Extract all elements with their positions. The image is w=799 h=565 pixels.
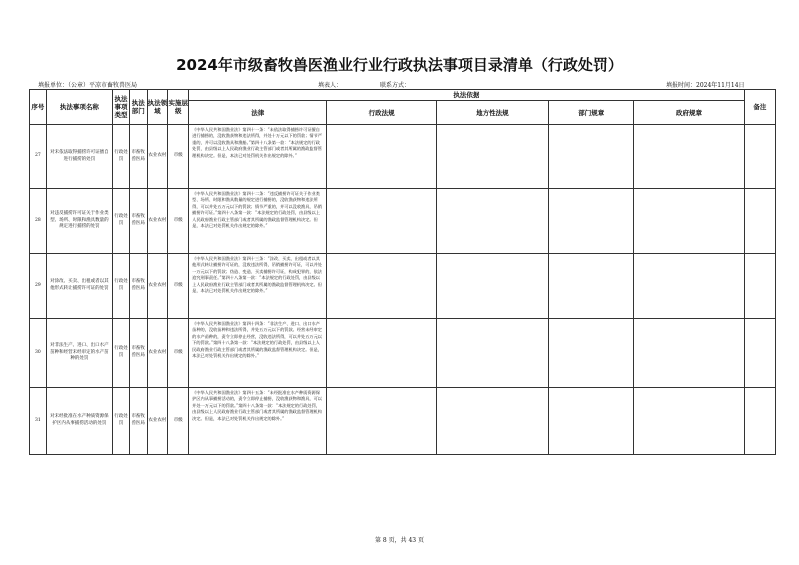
header-local-reg: 地方性法规 xyxy=(436,101,548,125)
row-law: 《中华人民共和国渔业法》第四十四条：“非法生产、进口、出口水产苗种的，没收苗种和违法所得，并处五万元以下的罚款。经营未经审定的水产苗种的，责令立即停止经营，没收违法所得，可以并处五万元以下的罚款。”第四十八条第一款：“本法规定的行政处罚，由县级以上人民政府渔业行政主管部门或者其所属的渔政监督管理机构决定。但是，本法已对处罚机关作出规定的除外。” xyxy=(189,319,327,388)
row-level: 市级 xyxy=(168,319,189,388)
header-admin-reg: 行政法规 xyxy=(327,101,436,125)
row-admin-reg xyxy=(327,388,436,455)
row-name: 对违反捕捞许可证关于作业类型、场所、时限和渔具数量的规定进行捕捞的处罚 xyxy=(46,189,113,254)
row-field: 农业农村 xyxy=(147,189,168,254)
header-gov-rule: 政府规章 xyxy=(634,101,744,125)
row-dept-rule xyxy=(549,125,634,189)
row-gov-rule xyxy=(634,189,744,254)
row-local-reg xyxy=(436,125,548,189)
row-local-reg xyxy=(436,189,548,254)
header-law: 法律 xyxy=(189,101,327,125)
row-dept-rule xyxy=(549,319,634,388)
header-dept-rule: 部门规章 xyxy=(549,101,634,125)
page-footer: 第 8 页，共 43 页 xyxy=(374,537,425,544)
row-law: 《中华人民共和国渔业法》第四十二条：“违反捕捞许可证关于作业类型、场所、时限和渔具数量的规定进行捕捞的，没收渔获物和违法所得，可以并处五万元以下的罚款；情节严重的，并可以没收渔具，吊销捕捞许可证。”第四十八条第一款：“本法规定的行政处罚，由县级以上人民政府渔业行政主管部门或者其所属的渔政监督管理机构决定。但是，本法已对处罚机关作出规定的除外。” xyxy=(189,189,327,254)
row-level: 市级 xyxy=(168,189,189,254)
row-gov-rule xyxy=(634,254,744,319)
page-title: 2024年市级畜牧兽医渔业行业行政执法事项目录清单（行政处罚） xyxy=(176,56,623,74)
header-field: 执法领域 xyxy=(147,90,168,125)
row-remark xyxy=(744,189,775,254)
row-dept-rule xyxy=(549,189,634,254)
row-gov-rule xyxy=(634,125,744,189)
row-remark xyxy=(744,388,775,455)
row-type: 行政处罚 xyxy=(113,388,130,455)
meta-filler: 填表人： xyxy=(318,82,343,89)
row-name: 对未经批准在水产种质资源保护区内从事捕捞活动的处罚 xyxy=(46,388,113,455)
row-seq: 30 xyxy=(30,319,47,388)
row-local-reg xyxy=(436,319,548,388)
row-law: 《中华人民共和国渔业法》第四十五条：“未经批准在水产种质资源保护区内从事捕捞活动的，责令立即停止捕捞，没收渔获物和渔具，可以并处一万元以下的罚款。”第四十八条第一款：“本法规定的行政处罚，由县级以上人民政府渔业行政主管部门或者其所属的渔政监督管理机构决定。但是，本法已对处罚机关作出规定的除外。” xyxy=(189,388,327,455)
row-dept-rule xyxy=(549,254,634,319)
table-row xyxy=(30,254,776,319)
meta-contact: 联系方式： xyxy=(380,82,411,89)
row-level: 市级 xyxy=(168,254,189,319)
row-dept: 市畜牧兽医局 xyxy=(129,125,147,189)
header-level: 实施层级 xyxy=(168,90,189,125)
row-type: 行政处罚 xyxy=(113,125,130,189)
header-seq: 序号 xyxy=(30,90,47,125)
row-level: 市级 xyxy=(168,388,189,455)
meta-unit: 填报单位：（公章）平凉市畜牧兽医局 xyxy=(38,82,138,89)
table-row xyxy=(30,319,776,388)
row-remark xyxy=(744,254,775,319)
header-name: 执法事项名称 xyxy=(46,90,113,125)
row-law: 《中华人民共和国渔业法》第四十一条：“未依法取得捕捞许可证擅自进行捕捞的，没收渔获物和违法所得，并处十万元以下的罚款；情节严重的，并可以没收渔具和渔船。”第四十八条第一款：“本法规定的行政处罚，由县级以上人民政府渔业行政主管部门或者其所属的渔政监督管理机构决定。但是，本法已对处罚机关作出规定的除外。” xyxy=(189,125,327,189)
row-name: 对非法生产、进口、出口水产苗种和经营未经审定的水产苗种的处罚 xyxy=(46,319,113,388)
row-dept: 市畜牧兽医局 xyxy=(129,189,147,254)
row-seq: 28 xyxy=(30,189,47,254)
row-seq: 29 xyxy=(30,254,47,319)
table-row xyxy=(30,125,776,189)
table-row xyxy=(30,189,776,254)
row-field: 农业农村 xyxy=(147,388,168,455)
row-type: 行政处罚 xyxy=(113,319,130,388)
table-row xyxy=(30,388,776,455)
row-dept-rule xyxy=(549,388,634,455)
row-dept: 市畜牧兽医局 xyxy=(129,254,147,319)
row-field: 农业农村 xyxy=(147,254,168,319)
row-local-reg xyxy=(436,388,548,455)
header-type: 执法事项类型 xyxy=(113,90,130,125)
row-field: 农业农村 xyxy=(147,125,168,189)
row-gov-rule xyxy=(634,319,744,388)
row-law: 《中华人民共和国渔业法》第四十三条：“涂改、买卖、出租或者以其他形式转让捕捞许可证的，没收违法所得，吊销捕捞许可证，可以并处一万元以下的罚款；伪造、变造、买卖捕捞许可证，构成犯罪的，依法追究刑事责任。”第四十八条第一款：“本法规定的行政处罚，由县级以上人民政府渔业行政主管部门或者其所属的渔政监督管理机构决定。但是，本法已对处罚机关作出规定的除外。” xyxy=(189,254,327,319)
row-gov-rule xyxy=(634,388,744,455)
row-remark xyxy=(744,319,775,388)
row-seq: 31 xyxy=(30,388,47,455)
row-field: 农业农村 xyxy=(147,319,168,388)
row-seq: 27 xyxy=(30,125,47,189)
row-type: 行政处罚 xyxy=(113,189,130,254)
row-dept: 市畜牧兽医局 xyxy=(129,388,147,455)
row-name: 对未依法取得捕捞许可证擅自进行捕捞的处罚 xyxy=(46,125,113,189)
row-local-reg xyxy=(436,254,548,319)
row-dept: 市畜牧兽医局 xyxy=(129,319,147,388)
header-dept: 执法部门 xyxy=(129,90,147,125)
row-admin-reg xyxy=(327,189,436,254)
row-type: 行政处罚 xyxy=(113,254,130,319)
enforcement-table xyxy=(29,89,776,455)
row-admin-reg xyxy=(327,319,436,388)
row-level: 市级 xyxy=(168,125,189,189)
row-admin-reg xyxy=(327,254,436,319)
header-remark: 备注 xyxy=(744,90,775,125)
meta-date: 填报时间：2024年11月14日 xyxy=(666,82,745,89)
header-basis: 执法依据 xyxy=(189,90,745,101)
row-remark xyxy=(744,125,775,189)
row-name: 对涂改、买卖、出租或者以其他形式转让捕捞许可证的处罚 xyxy=(46,254,113,319)
row-admin-reg xyxy=(327,125,436,189)
